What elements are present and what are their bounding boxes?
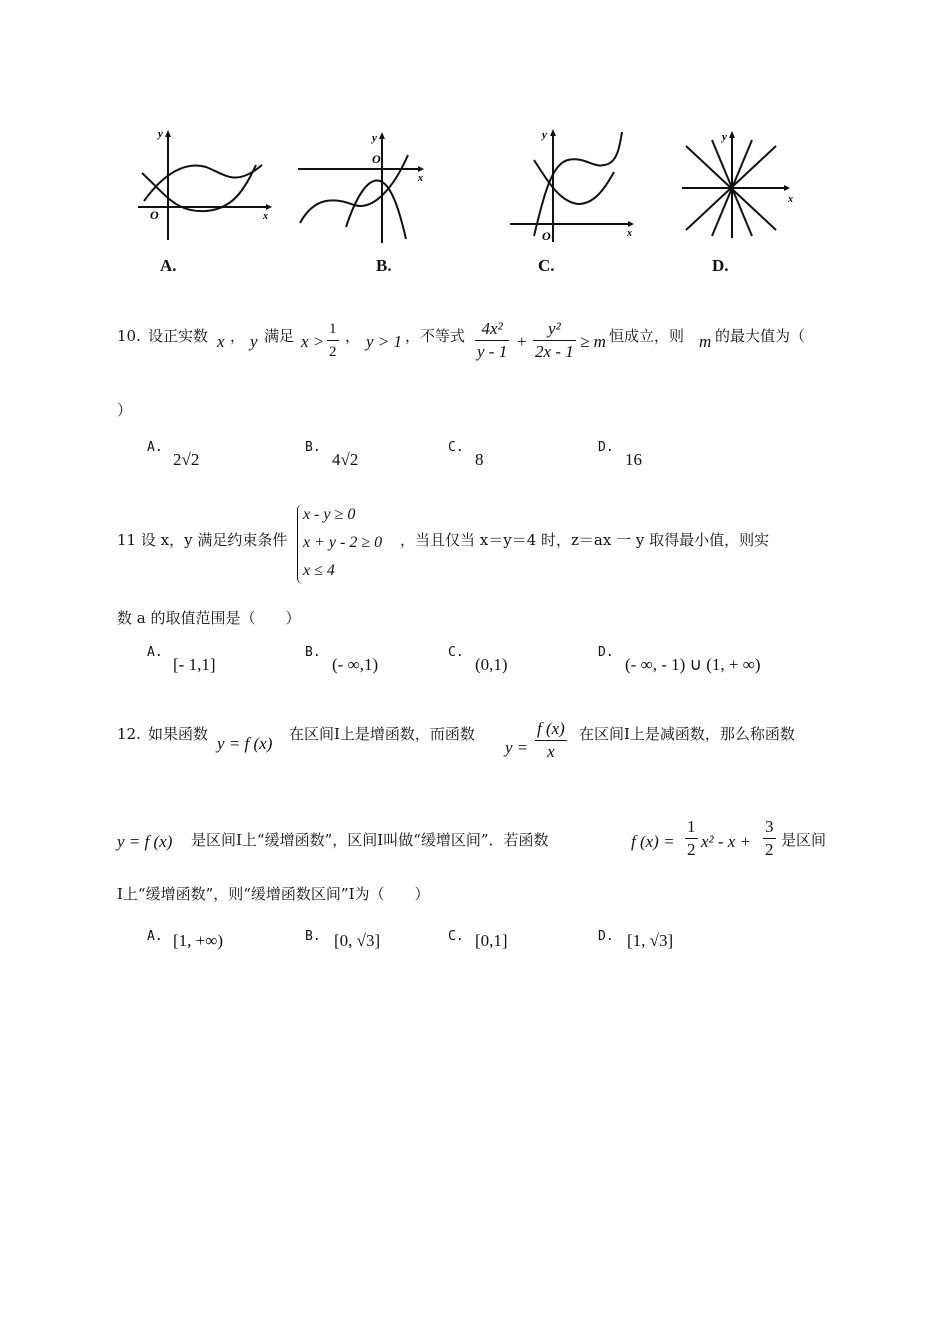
q12-text2: 在区间I上是增函数，而函数 <box>289 725 475 743</box>
graph-d-icon <box>676 126 806 244</box>
q10-frac2 <box>533 318 576 363</box>
q11-constraint-2: x + y - 2 ≥ 0 <box>303 534 383 551</box>
svg-text:y: y <box>372 132 377 144</box>
q10-number: 10. <box>117 327 141 345</box>
figure-a-label: A. <box>160 256 177 275</box>
q10-text2: 满足 <box>264 327 295 345</box>
q11-option-c-value: (0,1) <box>475 655 508 674</box>
figure-d <box>676 126 806 244</box>
q12-expr4-frac-den: 2 <box>765 840 774 859</box>
q10-text1: 设正实数 <box>148 327 209 345</box>
q12-number: 12. <box>117 725 141 743</box>
q10-cond2: y > 1 <box>366 332 403 351</box>
q10-var-m: m <box>699 332 712 351</box>
q10-geq: ≥ m <box>580 332 606 351</box>
q10-cond1-den: 2 <box>329 344 337 360</box>
q11-tail: ，当且仅当 x＝y＝4 时，z＝ax 一 y 取得最小值，则实 <box>400 531 770 549</box>
q10-text3: ，不等式 <box>405 327 466 345</box>
q10-option-d-value: 16 <box>625 450 642 469</box>
figure-b <box>294 127 434 245</box>
figure-c-label: C. <box>538 256 555 275</box>
q12-expr4-frac <box>763 816 776 861</box>
q10-frac1 <box>475 318 509 363</box>
q11-lead: 11 设 x，y 满足约束条件 <box>117 531 288 549</box>
q12-option-b-value: [0, √3] <box>334 931 381 950</box>
q11-option-b-letter: B. <box>305 645 321 660</box>
figure-a <box>136 125 276 243</box>
q12-expr2-frac <box>535 718 567 763</box>
q11-option-d-value: (- ∞, - 1) ∪ (1, + ∞) <box>625 655 761 674</box>
q10-option-a-letter: A. <box>147 440 163 455</box>
q10-cond1-frac <box>327 318 339 363</box>
q12-option-b-letter: B. <box>305 929 321 944</box>
figure-d-label: D. <box>712 256 729 275</box>
q10-var-x: x <box>217 332 225 351</box>
q10-var-y: y <box>250 332 258 351</box>
q12-option-d-letter: D. <box>598 929 614 944</box>
q12-expr4-half <box>685 816 698 861</box>
q12-expr1: y = f (x) <box>217 734 273 753</box>
svg-text:x: x <box>788 194 793 205</box>
q12-option-d-value: [1, √3] <box>627 931 674 950</box>
svg-text:y: y <box>542 129 547 141</box>
q10-option-b-value: 4√2 <box>332 450 359 469</box>
q12-line3: I上“缓增函数”，则“缓增函数区间”I为（ ） <box>117 885 430 903</box>
svg-text:x: x <box>627 228 632 239</box>
q12-expr4-lhs: f (x) = <box>631 832 675 851</box>
q10-text5: 的最大值为（ <box>715 327 806 345</box>
q12-expr4-half-den: 2 <box>687 840 696 859</box>
svg-text:y: y <box>722 131 727 143</box>
q12-option-c-value: [0,1] <box>475 931 508 950</box>
q11-constraint-3: x ≤ 4 <box>303 562 335 579</box>
figure-c <box>508 124 648 244</box>
q12-option-a-value: [1, +∞) <box>173 931 224 950</box>
q11-line2: 数 a 的取值范围是（ ） <box>117 609 301 627</box>
q12-expr2-lhs: y = <box>505 738 529 757</box>
q12-option-c-letter: C. <box>448 929 464 944</box>
graph-c-icon <box>508 124 648 244</box>
q10-option-c-letter: C. <box>448 440 464 455</box>
q12-text5: 是区间 <box>781 831 827 849</box>
q12-expr4-half-num: 1 <box>685 816 698 839</box>
q12-line2 <box>117 816 837 868</box>
q10-option-a-value: 2√2 <box>173 450 200 469</box>
q10-option-b-letter: B. <box>305 440 321 455</box>
q10-text4: 恒成立，则 <box>609 327 685 345</box>
q10-frac2-den: 2x - 1 <box>535 342 574 361</box>
q11-option-b-value: (- ∞,1) <box>332 655 379 674</box>
q10-frac1-den: y - 1 <box>477 342 508 361</box>
q12-option-a-letter: A. <box>147 929 163 944</box>
svg-text:x: x <box>263 211 268 222</box>
q12-text4: 是区间I上“缓增函数”，区间I叫做“缓增区间”．若函数 <box>191 831 549 849</box>
svg-text:x: x <box>418 173 423 184</box>
q11-constraint-1: x - y ≥ 0 <box>303 506 356 523</box>
q12-expr2-num: f (x) <box>535 718 567 741</box>
q10-cond1-num: 1 <box>327 318 339 341</box>
q12-text1: 如果函数 <box>148 725 209 743</box>
q10-option-d-letter: D. <box>598 440 614 455</box>
svg-text:O: O <box>372 152 381 166</box>
q12-line1 <box>117 716 837 772</box>
figure-b-label: B. <box>376 256 392 275</box>
q10-frac2-num: y² <box>533 318 576 341</box>
q10-close: ） <box>117 401 133 419</box>
q12-expr3: y = f (x) <box>117 832 173 851</box>
q11-option-a-letter: A. <box>147 645 163 660</box>
q11-option-c-letter: C. <box>448 645 464 660</box>
q12-text3: 在区间I上是减函数，那么称函数 <box>579 725 795 743</box>
q10-cond1-lhs: x > <box>301 332 325 351</box>
svg-text:y: y <box>158 128 163 140</box>
graph-b-icon <box>294 127 434 245</box>
q12-expr2-den: x <box>547 742 555 761</box>
q12-expr4-mid: x² - x + <box>701 832 752 851</box>
q10-frac1-num: 4x² <box>475 318 509 341</box>
q11-option-d-letter: D. <box>598 645 614 660</box>
q10-sep1: ， <box>230 327 246 345</box>
q10-option-c-value: 8 <box>475 450 484 469</box>
q10-plus: + <box>517 332 527 351</box>
svg-text:O: O <box>542 229 551 243</box>
q11-option-a-value: [- 1,1] <box>173 655 216 674</box>
svg-text:O: O <box>150 208 159 222</box>
q10-sep2: ， <box>345 327 361 345</box>
q12-expr4-frac-num: 3 <box>763 816 776 839</box>
graph-a-icon <box>136 125 276 243</box>
